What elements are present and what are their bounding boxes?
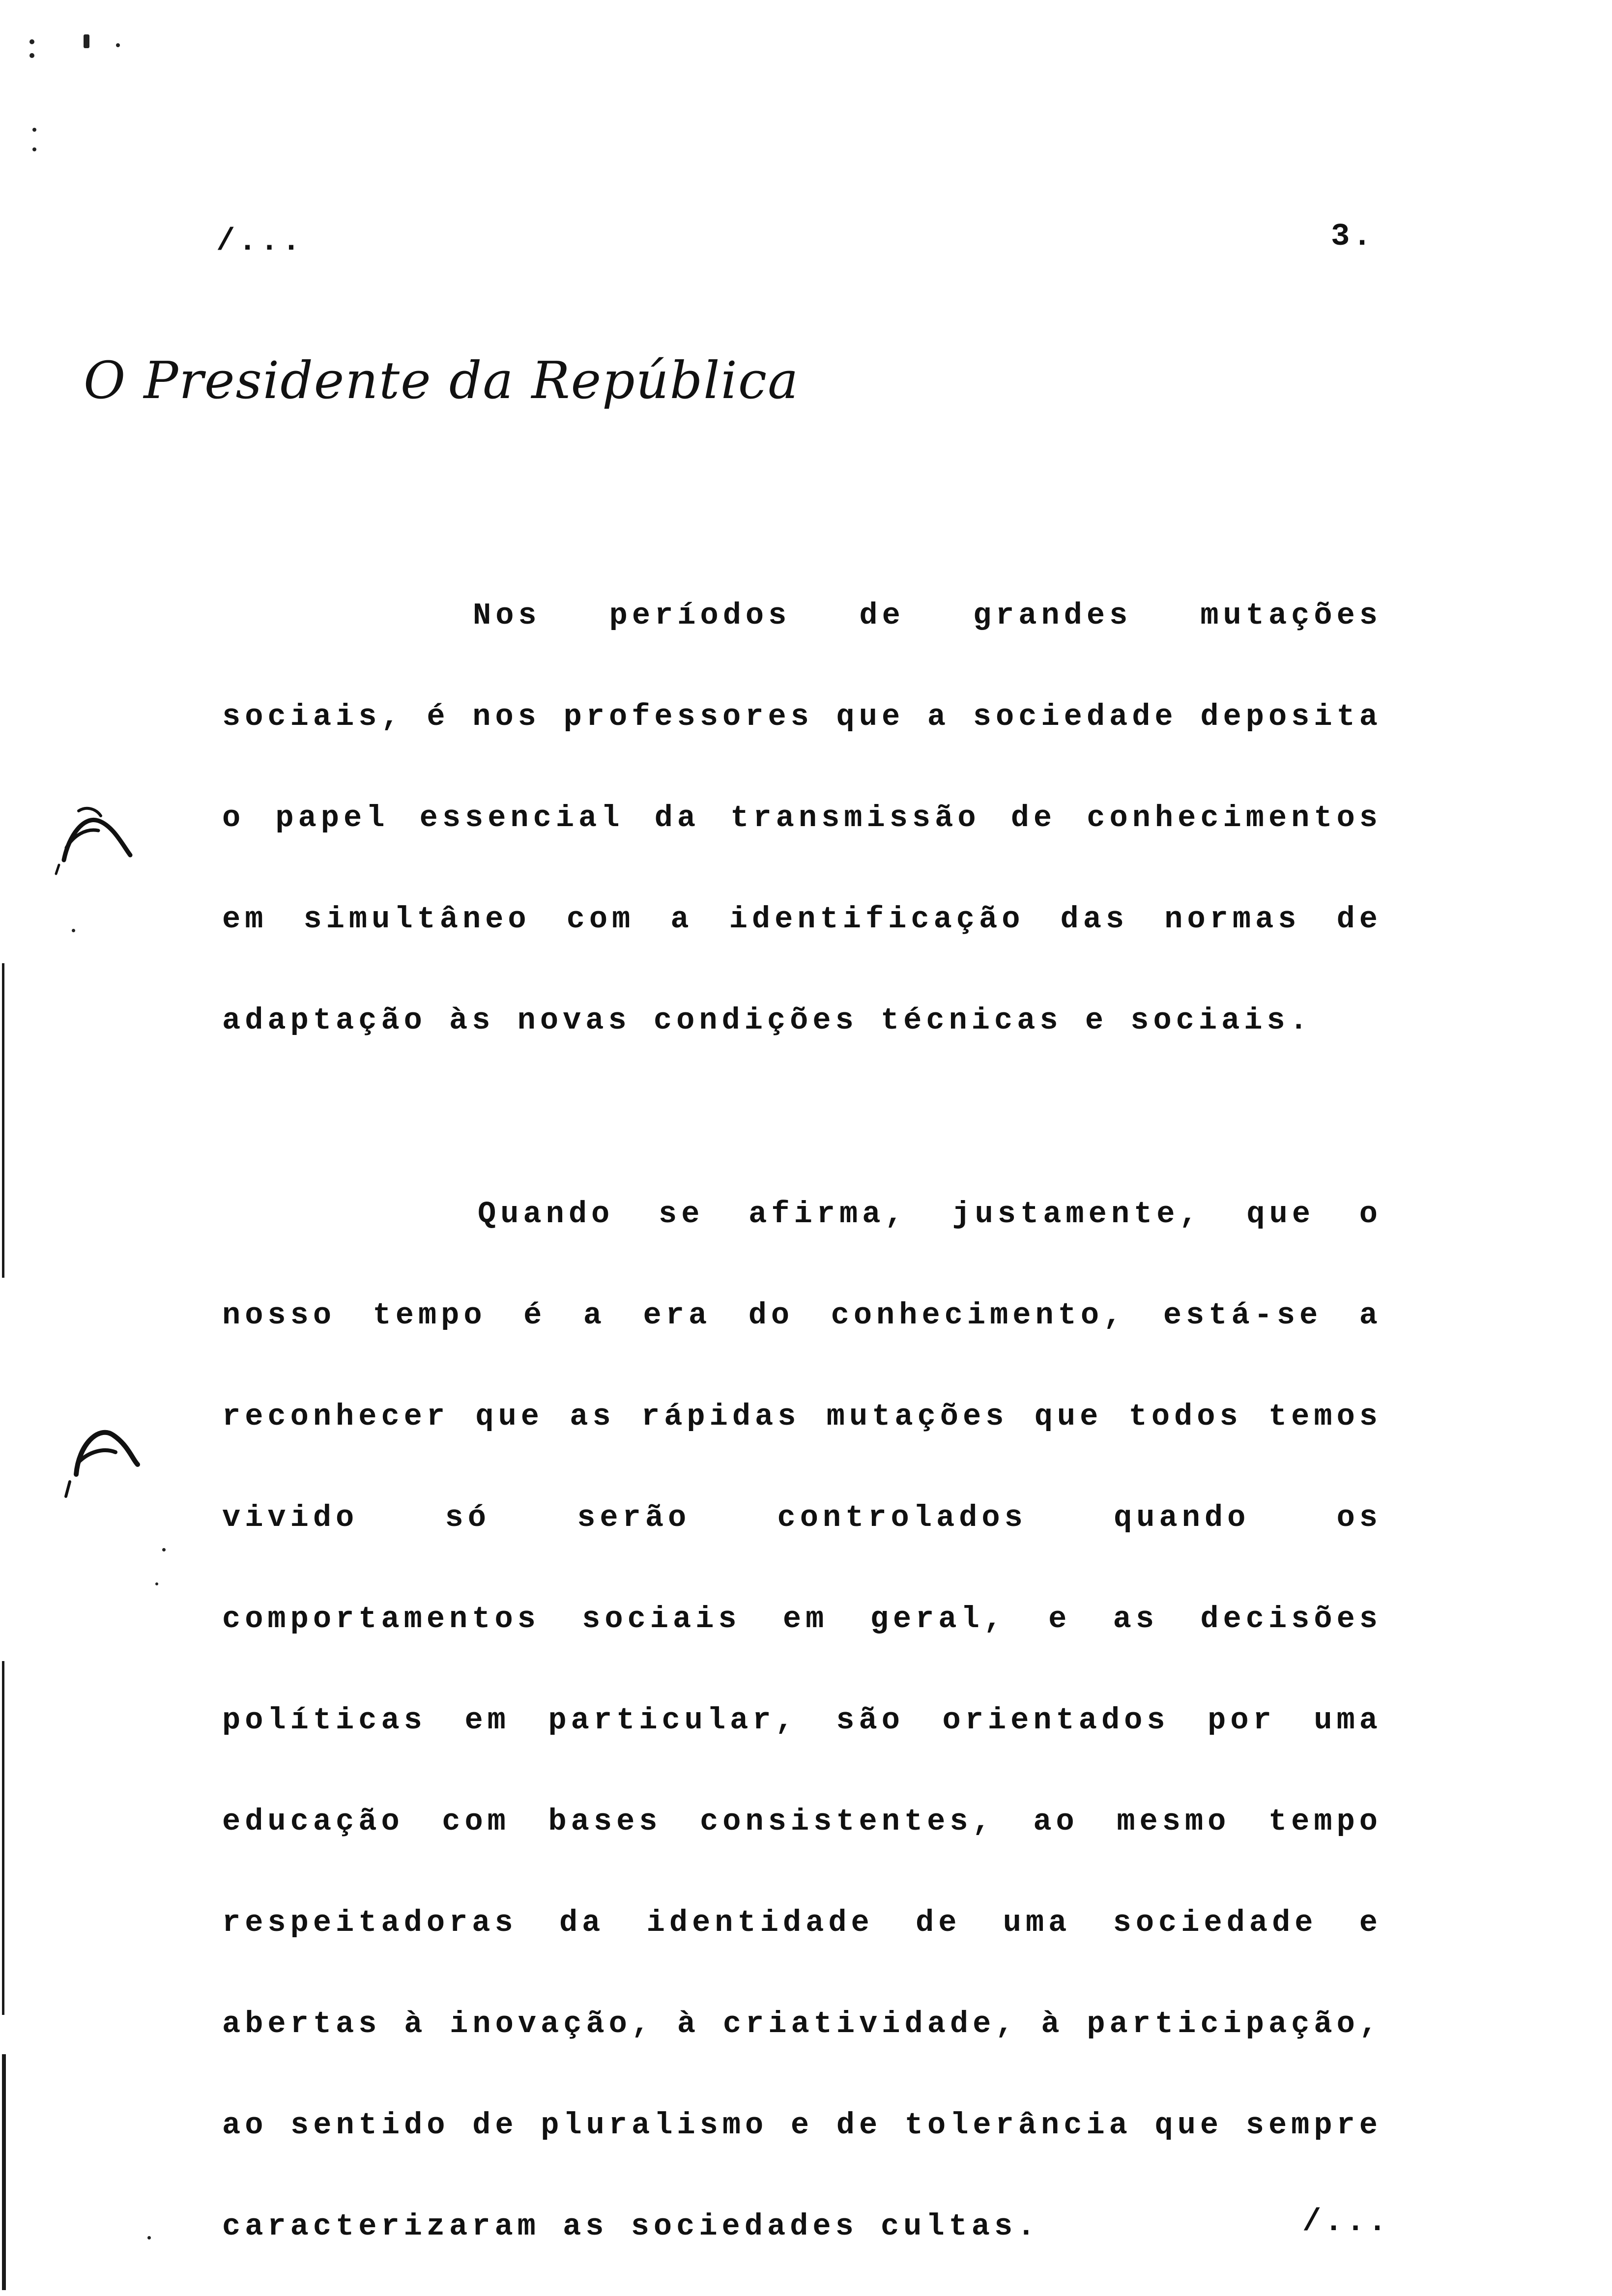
initials-mark: [49, 801, 138, 875]
letterhead-script: [79, 344, 800, 423]
svg-text:O Presidente da República: O Presidente da República: [84, 350, 800, 410]
body-paragraph-1: Nos períodos de grandes mutações sociais, é nos professores que a sociedade deposita o papel essencial da transmissão de conhecimentos em simultâneo com a identificação das normas de adaptação às novas condições técnicas e sociais.: [222, 598, 1382, 1038]
scan-edge-mark: [2, 963, 4, 1278]
scan-speck: [162, 1548, 166, 1551]
continuation-mark-bottom: /...: [1302, 2205, 1390, 2240]
scan-speck: [29, 53, 34, 58]
body-paragraph-2: Quando se afirma, justamente, que o nosso tempo é a era do conhecimento, está-se a reconhecer que as rápidas mutações que todos temos vivido só serão controlados quando os comportamentos sociais em geral, e as decisões políticas em particular, são orientados por uma educação com bases consistentes, ao mesmo tempo respeitadoras da identidade de uma sociedade e abertas à inovação, à criatividade, à participação, ao sentido de pluralismo e de tolerância que sempre caracterizaram as sociedades cultas.: [222, 1197, 1382, 2244]
page-number: 3.: [1331, 219, 1375, 255]
scan-speck: [32, 128, 36, 132]
scan-speck: [72, 929, 75, 932]
scan-speck: [147, 2236, 151, 2239]
initials-mark: [59, 1415, 147, 1499]
scan-speck: [29, 39, 34, 44]
scan-speck: [84, 34, 89, 48]
scan-edge-mark: [2, 2054, 6, 2290]
scan-edge-mark: [2, 1661, 4, 2015]
continuation-mark-top: /...: [216, 224, 304, 259]
scan-speck: [116, 43, 120, 47]
scan-speck: [32, 147, 36, 151]
scan-speck: [155, 1582, 158, 1585]
